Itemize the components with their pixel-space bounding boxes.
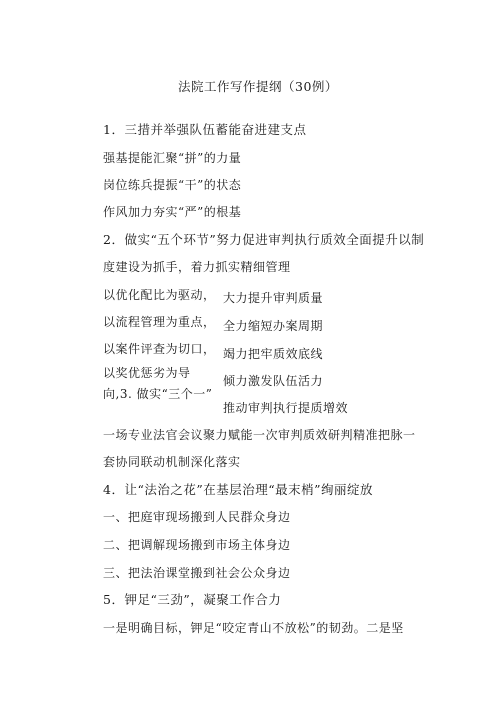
text-line: 一场专业法官会议聚力赋能一次审判质效研判精准把脉一 [103,428,416,442]
text-line: 岗位练兵提振“干”的状态 [103,178,242,192]
text-line: 竭力把牢质效底线 [223,347,324,361]
text-line: 以流程管理为重点， [103,315,216,329]
text-line: 套协同联动机制深化落实 [103,455,241,469]
text-line: 一、把庭审现场搬到人民群众身边 [103,510,291,524]
text-line: 推动审判执行提质增效 [223,401,349,415]
text-line: 以奖优惩劣为导 [103,366,191,380]
text-line: 以案件评查为切口， [103,342,216,356]
text-line: 强基提能汇聚“拼”的力量 [103,151,242,165]
text-line: 三、把法治课堂搬到社会公众身边 [103,566,291,580]
text-line: 向,3. 做实“三个一” [103,387,213,401]
text-line: 大力提升审判质量 [223,291,324,305]
heading-5: 5．钾足“三劲”，凝聚工作合力 [103,592,282,607]
text-line: 作风加力夯实“严”的根基 [103,205,242,219]
heading-1: 1．三措并举强队伍蓄能奋进建支点 [103,122,307,137]
text-line: 度建设为抓手，着力抓实精细管理 [103,260,291,274]
text-line: 全力缩短办案周期 [223,319,324,333]
heading-4: 4．让“法治之花”在基层治理“最末梢”绚丽绽放 [103,482,374,497]
text-line: 以优化配比为驱动， [103,288,216,302]
text-line: 倾力激发队伍活力 [223,374,324,388]
page-title: 法院工作写作提纲（30例） [178,79,338,94]
heading-2: 2．做实“五个环节”努力促进审判执行质效全面提升以制 [103,232,425,247]
text-line: 一是明确目标，钾足“咬定青山不放松”的韧劲。二是坚 [103,621,404,635]
text-line: 二、把调解现场搬到市场主体身边 [103,538,291,552]
